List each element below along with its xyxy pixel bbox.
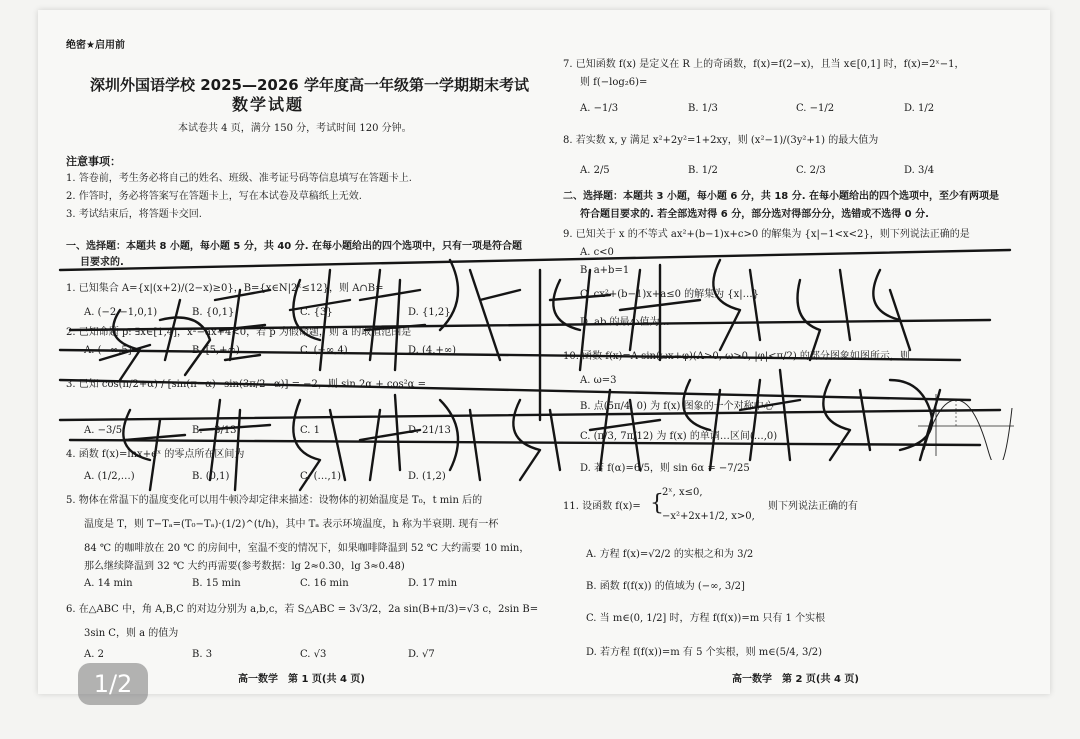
page-footer-right: 高一数学 第 2 页(共 4 页) xyxy=(732,674,859,685)
question-6-line: 6. 在△ABC 中，角 A,B,C 的对边分别为 a,b,c，若 S△ABC = 3√3/2，2a sin(B+π/3)=√3 c，2sin B= xyxy=(66,604,539,615)
q4-option-d: D. (1,2) xyxy=(408,471,446,482)
exam-subject: 数学试题 xyxy=(232,95,305,114)
q11-option-a: A. 方程 f(x)=√2/2 的实根之和为 3/2 xyxy=(586,549,754,560)
q7-option-b: B. 1/3 xyxy=(688,103,718,114)
q11-case-1: 2ˣ, x≤0, xyxy=(662,487,703,498)
q8-option-b: B. 1/2 xyxy=(688,165,718,176)
q1-option-d: D. {1,2} xyxy=(408,307,451,318)
q11-case-2: −x²+2x+1/2, x>0, xyxy=(662,511,755,522)
sine-graph-figure xyxy=(916,390,1016,460)
q1-option-b: B. {0,1} xyxy=(192,307,235,318)
q5-option-c: C. 16 min xyxy=(300,578,349,589)
q2-option-b: B. [5,+∞) xyxy=(192,345,240,356)
q10-option-d: D. 若 f(α)=6/5，则 sin 6α = −7/25 xyxy=(580,463,750,474)
q3-option-c: C. 1 xyxy=(300,425,321,436)
exam-meta: 本试卷共 4 页，满分 150 分，考试时间 120 分钟。 xyxy=(178,123,412,134)
q3-option-d: D. 21/13 xyxy=(408,425,451,436)
q5-option-a: A. 14 min xyxy=(84,578,133,589)
question-3: 3. 已知 cos(π/2+α) / [sin(π−α)−sin(3π/2−α)] = −2，则 sin 2α + cos²α = xyxy=(66,379,426,390)
question-5-line: 5. 物体在常温下的温度变化可以用牛顿冷却定律来描述：设物体的初始温度是 T₀，t min 后的 xyxy=(66,495,483,506)
q11-option-b: B. 函数 f(f(x)) 的值域为 (−∞, 3/2] xyxy=(586,581,745,592)
q4-option-c: C. (…,1) xyxy=(300,471,341,482)
question-8: 8. 若实数 x, y 满足 x²+2y²=1+2xy，则 (x²−1)/(3y²+1) 的最大值为 xyxy=(563,135,879,146)
q2-option-d: D. (4,+∞) xyxy=(408,345,457,356)
q10-option-a: A. ω=3 xyxy=(580,375,617,386)
q8-option-c: C. 2/3 xyxy=(796,165,826,176)
secret-label: 绝密★启用前 xyxy=(66,40,125,51)
q5-option-d: D. 17 min xyxy=(408,578,458,589)
question-4: 4. 函数 f(x)=lnx+eˣ 的零点所在区间为 xyxy=(66,449,245,460)
q5-option-b: B. 15 min xyxy=(192,578,241,589)
q3-option-a: A. −3/5 xyxy=(84,425,123,436)
q10-option-c: C. (π/3, 7π/12) 为 f(x) 的单调…区间(…,0) xyxy=(580,431,778,442)
q3-option-b: B. −3/13 xyxy=(192,425,237,436)
q8-option-a: A. 2/5 xyxy=(580,165,610,176)
q6-option-a: A. 2 xyxy=(84,649,104,660)
piecewise-brace: { xyxy=(650,491,664,516)
question-10: 10. 函数 f(x)=A sin(ωx+φ)(A>0, ω>0, |φ|<π/2) 的部分图象如图所示，则 xyxy=(563,351,910,362)
q1-option-c: C. {3} xyxy=(300,307,333,318)
section2-heading: 二、选择题：本题共 3 小题，每小题 6 分，共 18 分. 在每小题给出的四个选项中，至少有两项是 xyxy=(563,191,1000,202)
q7-option-c: C. −1/2 xyxy=(796,103,835,114)
question-7-line: 则 f(−log₂6)= xyxy=(580,77,648,88)
question-7-line: 7. 已知函数 f(x) 是定义在 R 上的奇函数，f(x)=f(2−x)，且当 x∈[0,1] 时，f(x)=2ˣ−1， xyxy=(563,59,965,70)
q2-option-c: C. (−∞,4) xyxy=(300,345,348,356)
notice-item: 1. 答卷前，考生务必将自己的姓名、班级、准考证号码等信息填写在答题卡上. xyxy=(66,173,412,184)
section2-heading-cont: 符合题目要求的. 若全部选对得 6 分，部分选对得部分分，选错或不选得 0 分. xyxy=(580,209,929,220)
q9-option-a: A. c<0 xyxy=(580,247,614,258)
q10-option-b: B. 点(5π/4, 0) 为 f(x) 图象的一个对称中心 xyxy=(580,401,774,412)
question-5-line: 那么继续降温到 32 ℃ 大约再需要(参考数据：lg 2≈0.30，lg 3≈0.48) xyxy=(84,561,405,572)
section1-heading: 一、选择题：本题共 8 小题，每小题 5 分，共 40 分. 在每小题给出的四个选项中，只有一项是符合题 xyxy=(66,241,523,252)
q9-option-d: D. ab 的最小值为… xyxy=(580,317,670,328)
page-indicator-badge: 1/2 xyxy=(78,663,148,705)
q11-option-d: D. 若方程 f(f(x))=m 有 5 个实根，则 m∈(5/4, 3/2) xyxy=(586,647,823,658)
q11-option-c: C. 当 m∈(0, 1/2] 时，方程 f(f(x))=m 只有 1 个实根 xyxy=(586,613,826,624)
notice-heading: 注意事项： xyxy=(66,155,121,168)
exam-title: 深圳外国语学校 2025—2026 学年度高一年级第一学期期末考试 xyxy=(90,76,529,94)
q6-option-c: C. √3 xyxy=(300,649,327,660)
q1-option-a: A. (−2,−1,0,1) xyxy=(84,307,158,318)
question-11-post: 则下列说法正确的有 xyxy=(768,501,858,512)
question-5-line: 温度是 T，则 T−Tₐ=(T₀−Tₐ)·(1/2)^(t/h)，其中 Tₐ 表示环境温度，h 称为半衰期. 现有一杯 xyxy=(84,519,499,530)
question-6-line: 3sin C，则 a 的值为 xyxy=(84,628,179,639)
q2-option-a: A. (−∞,5] xyxy=(84,345,132,356)
question-1: 1. 已知集合 A={x|(x+2)/(2−x)≥0}，B={x∈N|2ˣ≤12}，则 A∩B= xyxy=(66,283,384,294)
q4-option-b: B. (0,1) xyxy=(192,471,230,482)
q4-option-a: A. (1/2,…) xyxy=(84,471,135,482)
question-9: 9. 已知关于 x 的不等式 ax²+(b−1)x+c>0 的解集为 {x|−1<x<2}，则下列说法正确的是 xyxy=(563,229,970,240)
q8-option-d: D. 3/4 xyxy=(904,165,935,176)
question-5-line: 84 ℃ 的咖啡放在 20 ℃ 的房间中，室温不变的情况下，如果咖啡降温到 52 ℃ 大约需要 10 min， xyxy=(84,543,530,554)
question-11-pre: 11. 设函数 f(x)= xyxy=(563,501,641,512)
notice-item: 3. 考试结束后，将答题卡交回. xyxy=(66,209,202,220)
notice-item: 2. 作答时，务必将答案写在答题卡上，写在本试卷及草稿纸上无效. xyxy=(66,191,362,202)
q6-option-b: B. 3 xyxy=(192,649,213,660)
q7-option-d: D. 1/2 xyxy=(904,103,935,114)
page-footer-left: 高一数学 第 1 页(共 4 页) xyxy=(238,674,365,685)
q9-option-b: B. a+b=1 xyxy=(580,265,630,276)
section1-heading-cont: 目要求的. xyxy=(80,257,124,268)
q9-option-c: C. cx²+(b−1)x+a≤0 的解集为 {x|…} xyxy=(580,289,760,300)
q6-option-d: D. √7 xyxy=(408,649,435,660)
q7-option-a: A. −1/3 xyxy=(580,103,619,114)
question-2: 2. 已知命题 p: ∃x∈[1,4]，x²−ax+4<0，若 p 为假命题，则 a 的取值范围是 xyxy=(66,327,412,338)
